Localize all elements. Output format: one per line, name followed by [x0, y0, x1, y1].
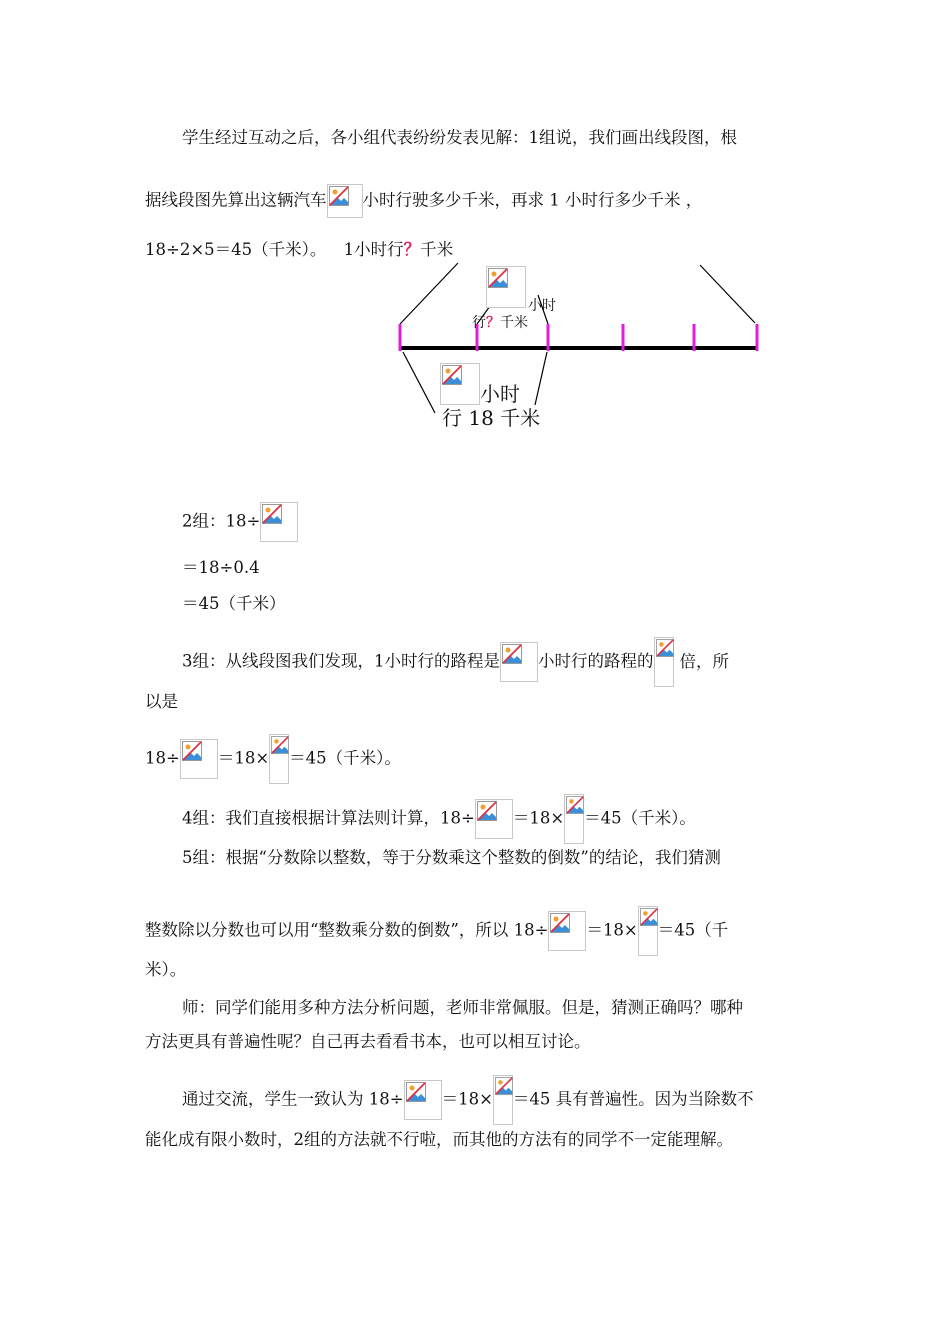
broken-image-icon [440, 363, 480, 405]
broken-image-icon [260, 502, 298, 542]
diagram-label: 行 18 千米 [442, 406, 541, 430]
para-1-line-1 [182, 126, 737, 150]
text: 5组：根据“分数除以整数，等于分数乘这个整数的倒数”的结论，我们猜测 [182, 848, 721, 867]
text: 以是 [145, 692, 178, 711]
broken-image-icon [654, 637, 674, 687]
text: 据线段图先算出这辆汽车 [145, 190, 327, 210]
diagram-label: 小时 [528, 298, 556, 314]
text: 整数除以分数也可以用“整数乘分数的倒数”，所以 18÷ [145, 920, 549, 940]
text: ＝45 具有普遍性。因为当除数不 [512, 1089, 754, 1109]
question-mark: ？ [486, 315, 500, 331]
broken-image-icon [327, 184, 363, 218]
group-3-line-3 [145, 734, 401, 784]
bracket-line [535, 352, 547, 405]
group-5-line-2 [145, 906, 728, 956]
diagram-label-row [472, 312, 528, 332]
group-4-line [182, 794, 696, 844]
text: 4组：我们直接根据计算法则计算，18÷ [182, 808, 475, 828]
text: ＝45（千米） [182, 594, 286, 613]
group-2-line-3 [182, 592, 286, 616]
diagram-label: 小时 [480, 382, 520, 406]
broken-image-icon [180, 739, 218, 779]
group-3-line-2 [145, 690, 178, 714]
text: 倍，所 [679, 651, 729, 671]
text: 通过交流，学生一致认为 18÷ [182, 1089, 404, 1109]
summary-line-1 [182, 1075, 754, 1125]
bracket-line [700, 265, 755, 323]
broken-image-icon [486, 266, 526, 308]
broken-image-icon [269, 734, 289, 784]
group-5-line-1 [182, 846, 721, 870]
text: ＝18÷0.4 [182, 558, 260, 577]
broken-image-icon [493, 1075, 513, 1125]
text: 方法更具有普遍性呢？自己再去看看书本，也可以相互讨论。 [145, 1032, 591, 1051]
text: 2组：18÷ [182, 511, 261, 531]
teacher-line-2 [145, 1030, 591, 1054]
text: ＝18× [512, 808, 565, 828]
line-segment-diagram [380, 255, 780, 445]
text: 3组：从线段图我们发现，1小时行的路程是 [182, 651, 500, 671]
broken-image-icon [404, 1080, 442, 1120]
text: ＝45（千米）。 [289, 748, 401, 768]
text: 学生经过互动之后，各小组代表纷纷发表见解：1组说，我们画出线段图，根 [182, 128, 737, 147]
text: 米）。 [145, 960, 187, 979]
text: 小时行的路程的 [538, 651, 654, 671]
broken-image-icon [500, 642, 538, 682]
group-3-line-1 [182, 637, 729, 687]
group-5-line-3 [145, 958, 186, 982]
text: ＝18× [217, 748, 270, 768]
text: ＝45（千米）。 [584, 808, 696, 828]
text: 千米 [420, 240, 454, 259]
group-2-line-1 [182, 502, 298, 542]
text: ＝45（千 [657, 920, 729, 940]
text: 1小时行 [343, 240, 404, 259]
group-2-line-2 [182, 556, 260, 580]
text: ＝18× [441, 1089, 493, 1109]
text: 师：同学们能用多种方法分析问题，老师非常佩服。但是，猜测正确吗？哪种 [182, 998, 743, 1017]
text: 能化成有限小数时，2组的方法就不行啦，而其他的方法有的同学不一定能理解。 [145, 1130, 733, 1149]
teacher-line-1 [182, 996, 743, 1020]
text: 18÷2×5＝45（千米）。 [145, 240, 327, 259]
broken-image-icon [475, 799, 513, 839]
text: 千米 [500, 315, 528, 331]
text: 18÷ [145, 748, 180, 768]
question-mark: ？ [403, 240, 421, 259]
diagram-svg [380, 255, 780, 445]
broken-image-icon [548, 911, 586, 951]
bracket-line [400, 263, 458, 324]
text: 小时行驶多少千米，再求 1 小时行多少千米 ， [362, 190, 703, 210]
broken-image-icon [564, 794, 584, 844]
text: 行 [472, 315, 486, 331]
text: ＝18× [586, 920, 638, 940]
bracket-line [403, 352, 435, 413]
summary-line-2 [145, 1128, 733, 1152]
para-1-line-2 [145, 184, 702, 218]
broken-image-icon [638, 906, 658, 956]
